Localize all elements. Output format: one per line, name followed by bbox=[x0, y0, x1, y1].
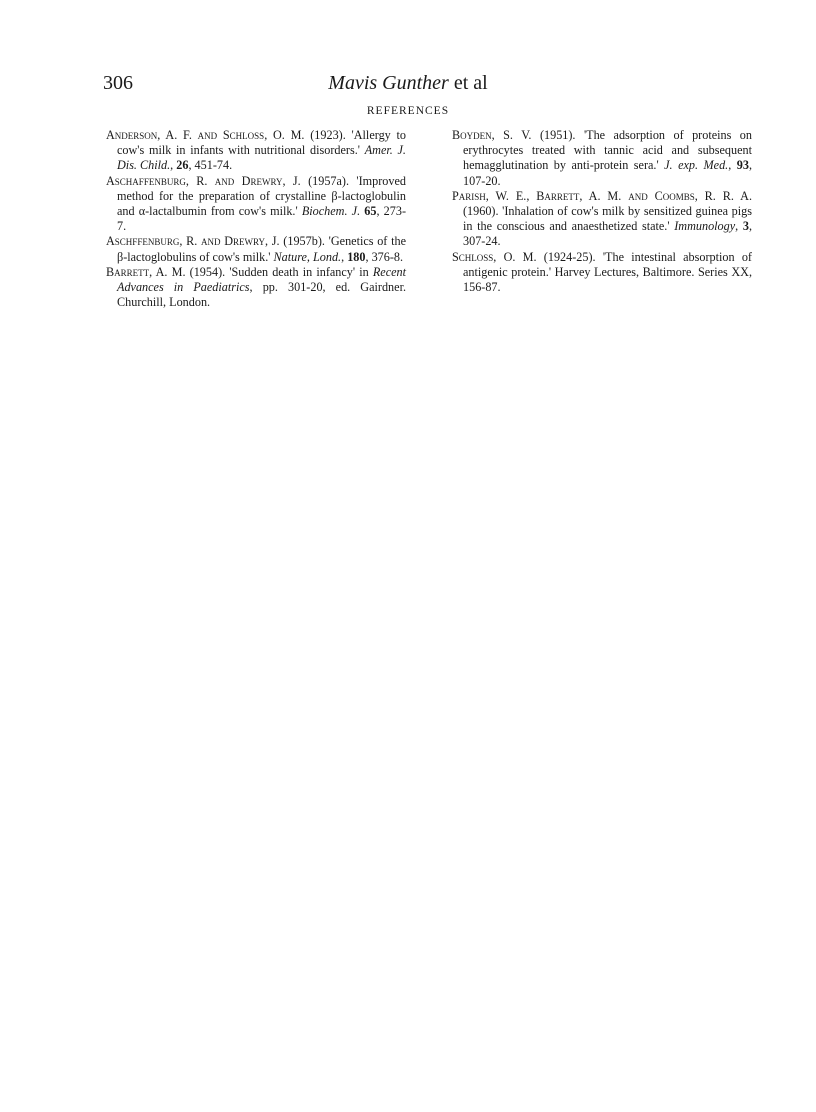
reference-title: 'Sudden death in infancy' in bbox=[229, 264, 373, 279]
reference-volume: 65 bbox=[364, 204, 377, 219]
reference-sep: , bbox=[341, 249, 348, 264]
references-right-column bbox=[452, 128, 752, 295]
reference-authors: Barrett, A. M. bbox=[106, 264, 186, 279]
reference-volume: 93 bbox=[736, 158, 749, 173]
reference-year: (1923). bbox=[304, 128, 352, 142]
reference-pages: , 451-74. bbox=[188, 158, 233, 173]
reference-journal: Nature, Lond. bbox=[273, 249, 342, 264]
reference-pages: , 376-8. bbox=[365, 249, 404, 264]
reference-sep: , bbox=[728, 158, 737, 173]
reference-authors: Schloss, O. M. bbox=[452, 249, 537, 264]
reference-entry bbox=[106, 265, 406, 311]
reference-entry bbox=[106, 234, 406, 264]
reference-year: (1957b). bbox=[279, 234, 329, 249]
reference-authors: Boyden, S. V. bbox=[452, 128, 532, 142]
reference-sep: , bbox=[170, 158, 177, 173]
reference-year: (1957a). bbox=[300, 173, 357, 188]
running-head-author: Mavis Gunther bbox=[328, 72, 449, 94]
section-title: REFERENCES bbox=[366, 105, 450, 117]
reference-entry bbox=[452, 250, 752, 296]
reference-journal: Amer. J. Dis. Child. bbox=[117, 143, 406, 173]
reference-journal: Immunology bbox=[674, 219, 736, 234]
reference-year: (1924-25). bbox=[536, 249, 603, 264]
reference-entry bbox=[106, 174, 406, 235]
reference-pages: , 307-24. bbox=[463, 219, 753, 249]
reference-authors: Aschaffenburg, R. and Drewry, J. bbox=[106, 173, 301, 188]
reference-authors: Parish, W. E., Barrett, A. M. and Coombs, R. R. A. bbox=[452, 188, 752, 203]
reference-year: (1960). bbox=[463, 204, 503, 219]
reference-title: 'Improved method for the preparation of crystalline β-lactoglobulin and α-lactalbumin from cow's milk.' bbox=[117, 173, 406, 219]
page-number: 306 bbox=[103, 72, 133, 94]
reference-title: 'The intestinal absorption of antigenic protein.' Harvey Lectures, Baltimore. Series XX, 156-87. bbox=[463, 249, 752, 295]
running-head bbox=[0, 72, 816, 95]
reference-entry bbox=[452, 189, 752, 250]
reference-sep: , bbox=[249, 280, 263, 295]
reference-title: 'Inhalation of cow's milk by sensitized guinea pigs in the conscious and anaesthetized state.' bbox=[463, 204, 752, 234]
reference-sep: , bbox=[735, 219, 743, 234]
reference-title: 'Allergy to cow's milk in infants with nutritional disorders.' bbox=[117, 128, 406, 158]
reference-journal: Recent Advances in Paediatrics bbox=[117, 264, 406, 295]
reference-pages: , 107-20. bbox=[463, 158, 752, 188]
reference-authors: Aschffenburg, R. and Drewry, J. bbox=[106, 234, 280, 249]
running-head-etal: et al bbox=[448, 72, 488, 94]
reference-volume: 3 bbox=[742, 219, 749, 234]
reference-volume: 26 bbox=[176, 158, 189, 173]
reference-year: (1951). bbox=[531, 128, 584, 142]
reference-journal: Biochem. J. bbox=[301, 204, 361, 219]
reference-pages: , 273-7. bbox=[117, 204, 406, 234]
reference-entry bbox=[106, 128, 406, 174]
reference-year: (1954). bbox=[185, 264, 230, 279]
references-left-column bbox=[106, 128, 406, 310]
reference-pages: pp. 301-20, ed. Gairdner. Churchill, London. bbox=[117, 280, 406, 310]
reference-journal: J. exp. Med. bbox=[664, 158, 729, 173]
reference-title: 'Genetics of the β-lactoglobulins of cow's milk.' bbox=[117, 234, 406, 264]
reference-entry bbox=[452, 128, 752, 189]
reference-volume: 180 bbox=[347, 249, 366, 264]
reference-authors: Anderson, A. F. and Schloss, O. M. bbox=[106, 128, 305, 142]
reference-title: 'The adsorption of proteins on erythrocytes treated with tannic acid and subsequent hemagglutination by anti-protein sera.' bbox=[463, 128, 752, 173]
